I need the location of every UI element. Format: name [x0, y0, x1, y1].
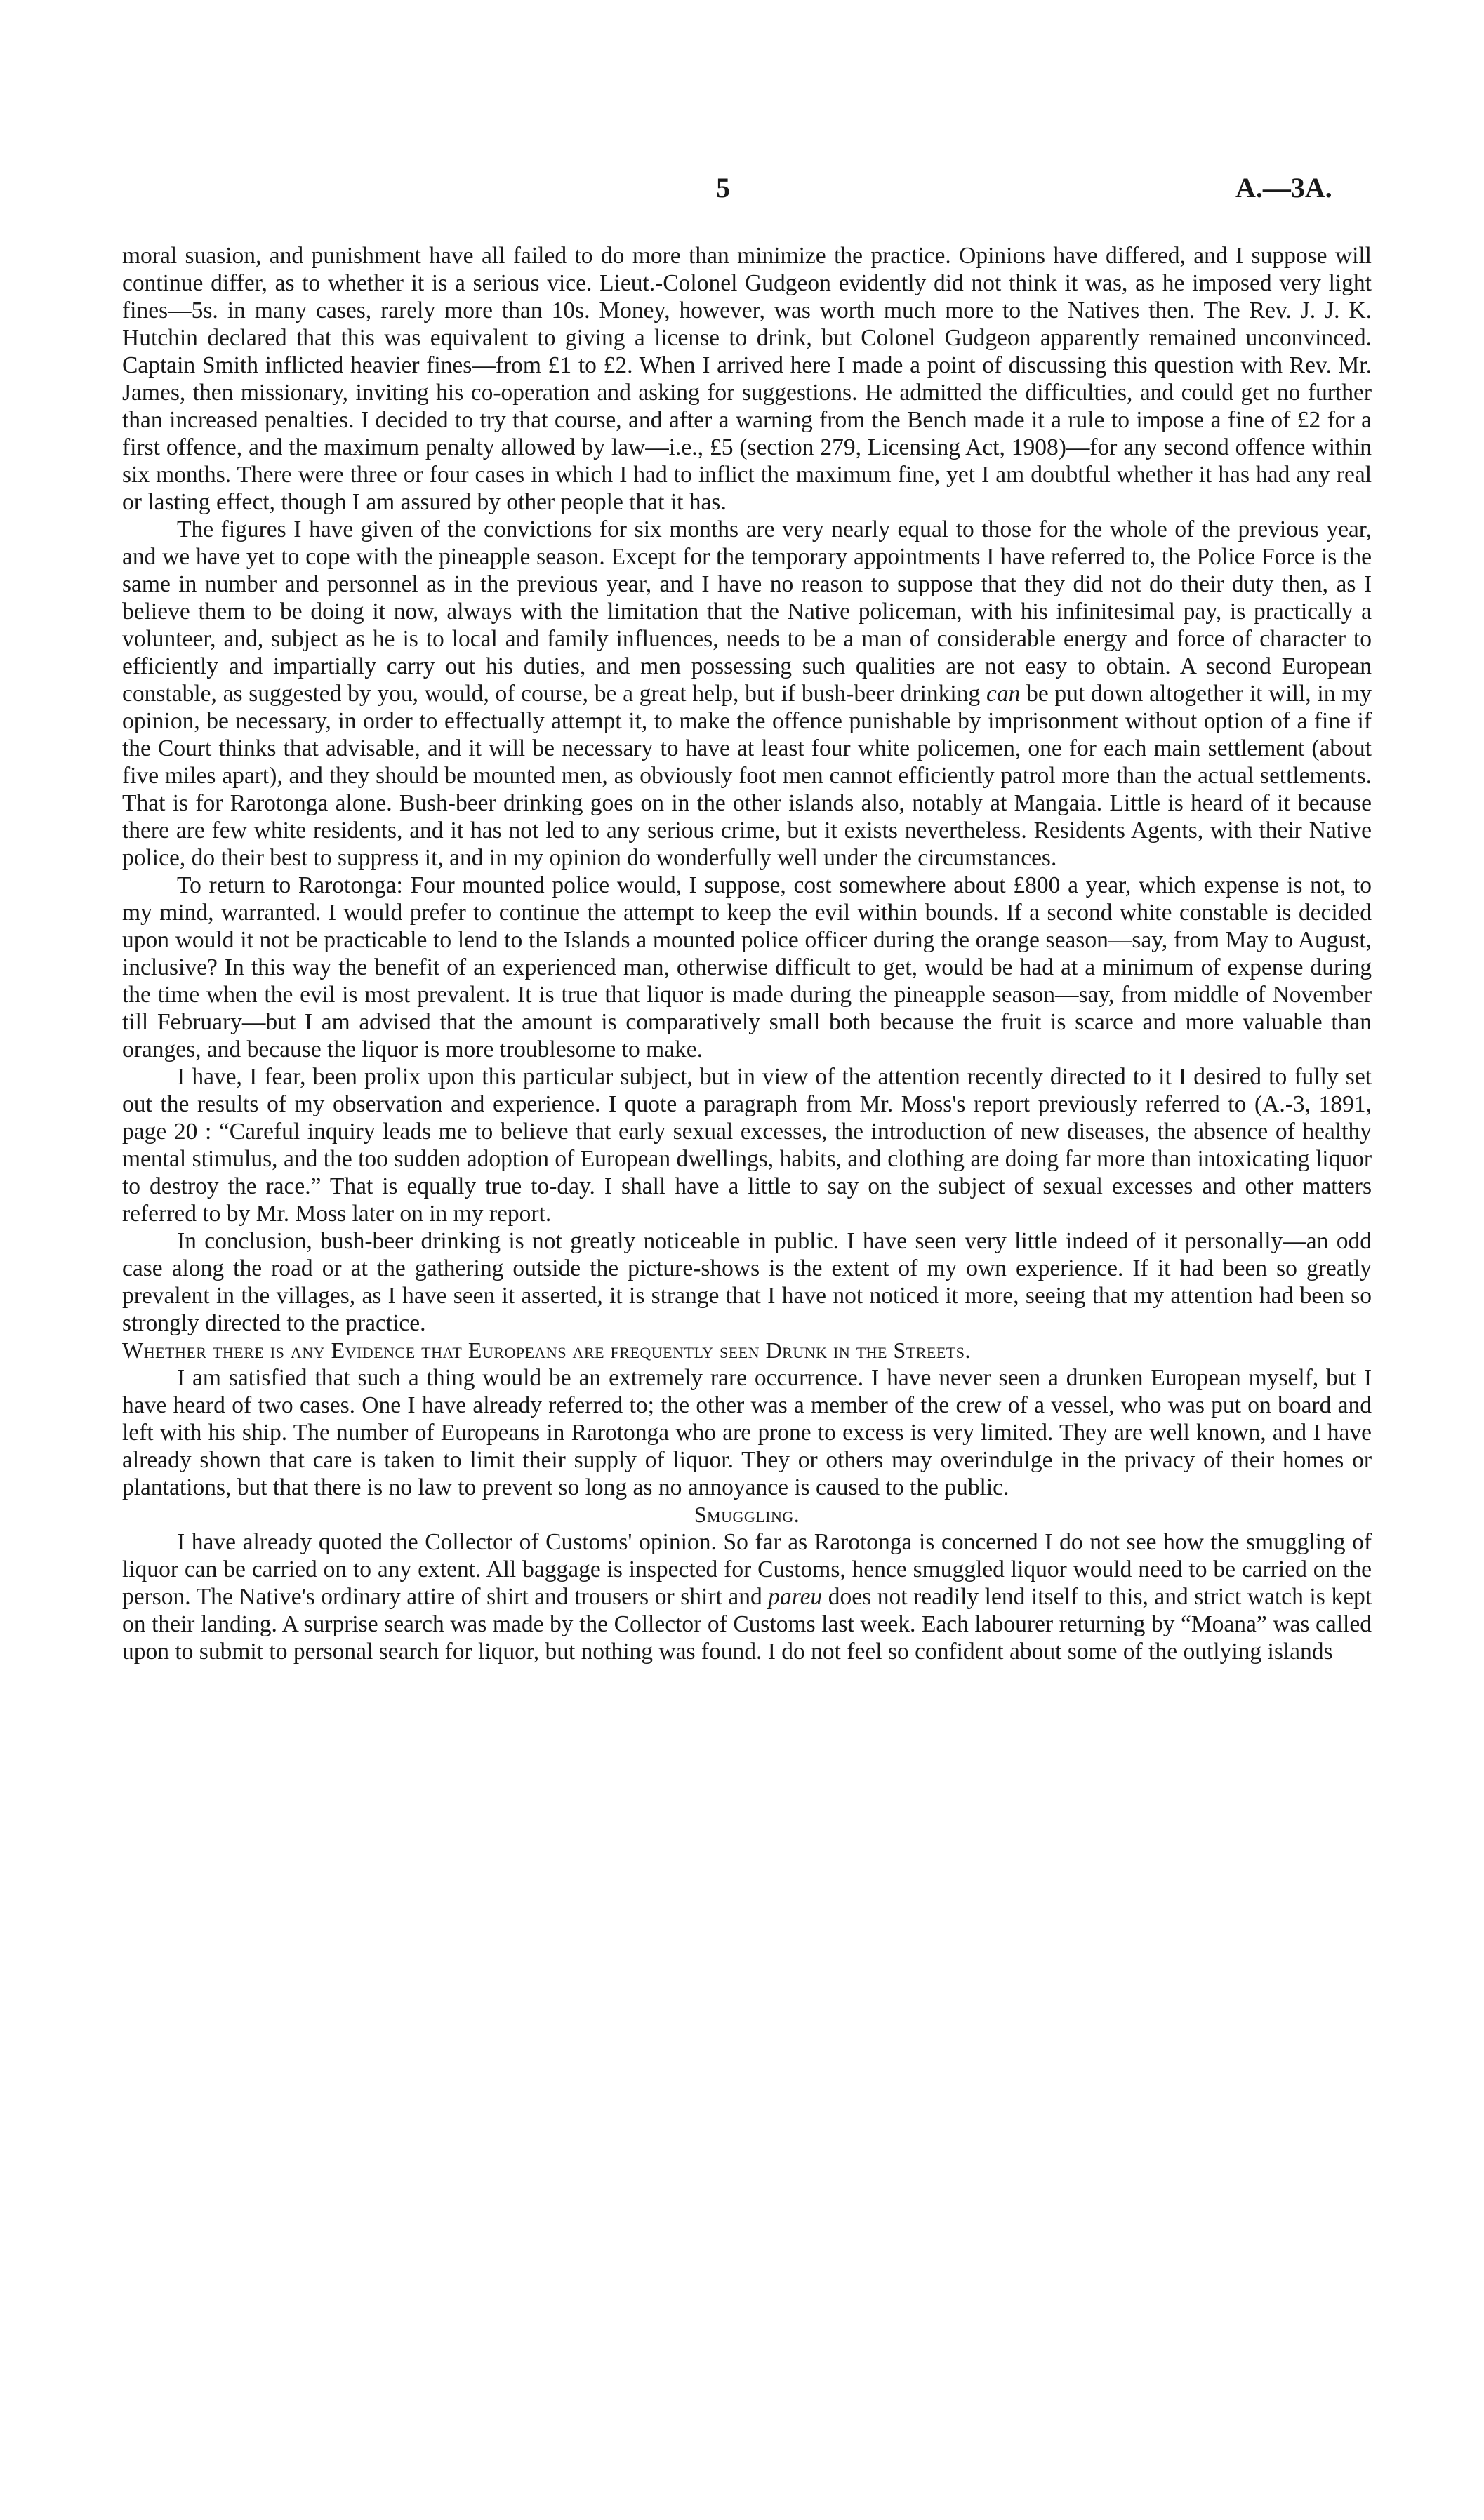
paragraph-conclusion: In conclusion, bush-beer drinking is not greatly noticeable in public. I have seen very little indeed of it personally—an odd case along the road or at the gathering outside the picture-shows is the extent of my own experience. If it had been so greatly prevalent in the villages, as I have seen it asserted, it is strange that I have not noticed it more, seeing that my attention had been so strongly directed to the practice. — [122, 1228, 1372, 1336]
document-reference: A.—3A. — [1235, 172, 1332, 204]
paragraph-text: I have already quoted the Collector of Customs' opinion. So far as Rarotonga is concerned I do not see how the smuggling of liquor can be carried on to any extent. All baggage is inspected for Customs, hence smuggled liquor would need to be carried on the person. The Native's ordinary attire of shirt and trousers or shirt and — [122, 1529, 1372, 1610]
paragraph-smuggling — [122, 1528, 1372, 1665]
paragraph-text: does not readily lend itself to this, and strict watch is kept on their landing. A surprise search was made by the Collector of Customs last week. Each labourer returning by “Moana” was called upon to submit to personal search for liquor, but nothing was found. I do not feel so confident about some of the outlying islands — [122, 1584, 1372, 1665]
emphasis-word: can — [986, 681, 1021, 707]
page-number: 5 — [716, 172, 730, 204]
paragraph-text: be put down altogether it will, in my opinion, be necessary, in order to effectually attempt it, to make the offence punishable by imprisonment without option of a fine if the Court thinks that advisable, and it will be necessary to have at least four white policemen, one for each main settlement (about five miles apart), and they should be mounted men, as obviously foot men cannot efficiently patrol more than the actual settlements. That is for Rarotonga alone. Bush-beer drinking goes on in the other islands also, notably at Mangaia. Little is heard of it because there are few white residents, and it has not led to any serious crime, but it exists nevertheless. Residents Agents, with their Native police, do their best to suppress it, and in my opinion do wonderfully well under the circumstances. — [122, 681, 1372, 871]
body-text — [122, 242, 1372, 1665]
emphasis-word: pareu — [768, 1584, 823, 1610]
paragraph-drunken-europeans: I am satisfied that such a thing would be an extremely rare occurrence. I have never seen a drunken European myself, but I have heard of two cases. One I have already referred to; the other was a member of the crew of a vessel, who was put on board and left with his ship. The number of Europeans in Rarotonga who are prone to excess is very limited. They are well known, and I have already shown that care is taken to limit their supply of liquor. They or others may overindulge in the privacy of their homes or plantations, but that there is no law to prevent so long as no annoyance is caused to the public. — [122, 1365, 1372, 1500]
section-heading-smuggling: Smuggling. — [694, 1502, 800, 1527]
section-heading-drunkenness: Whether there is any Evidence that Europeans are frequently seen Drunk in the Streets. — [122, 1338, 971, 1363]
paragraph-moss-quote: I have, I fear, been prolix upon this particular subject, but in view of the attention recently directed to it I desired to fully set out the results of my observation and experience. I quote a paragraph from Mr. Moss's report previously referred to (A.-3, 1891, page 20 : “Careful inquiry leads me to believe that early sexual excesses, the introduction of new diseases, the absence of healthy mental stimulus, and the too sudden adoption of European dwellings, habits, and clothing are doing far more than intoxicating liquor to destroy the race.” That is equally true to-day. I shall have a little to say on the subject of sexual excesses and other matters referred to by Mr. Moss later on in my report. — [122, 1064, 1372, 1227]
paragraph-moral-suasion: moral suasion, and punishment have all failed to do more than minimize the practice. Opinions have differed, and I suppose will continue differ, as to whether it is a serious vice. Lieut.-Colonel Gudgeon evidently did not think it was, as he imposed very light fines—5s. in many cases, rarely more than 10s. Money, however, was worth much more to the Natives then. The Rev. J. J. K. Hutchin declared that this was equivalent to giving a license to drink, but Colonel Gudgeon apparently remained unconvinced. Captain Smith inflicted heavier fines—from £1 to £2. When I arrived here I made a point of discussing this question with Rev. Mr. James, then missionary, inviting his co-operation and asking for suggestions. He admitted the difficulties, and could get no further than increased penalties. I decided to try that course, and after a warning from the Bench made it a rule to impose a fine of £2 for a first offence, and the maximum penalty allowed by law—i.e., £5 (section 279, Licensing Act, 1908)—for any second offence within six months. There were three or four cases in which I had to inflict the maximum fine, yet I am doubtful whether it has had any real or lasting effect, though I am assured by other people that it has. — [122, 243, 1372, 515]
paragraph-text: The figures I have given of the convictions for six months are very nearly equal to those for the whole of the previous year, and we have yet to cope with the pineapple season. Except for the temporary appointments I have referred to, the Police Force is the same in number and personnel as in the previous year, and I have no reason to suppose that they did not do their duty then, as I believe them to be doing it now, always with the limitation that the Native policeman, with his infinitesimal pay, is practically a volunteer, and, subject as he is to local and family influences, needs to be a man of considerable energy and force of character to efficiently and impartially carry out his duties, and men possessing such qualities are not easy to obtain. A second European constable, as suggested by you, would, of course, be a great help, but if bush-beer drinking — [122, 516, 1372, 707]
paragraph-return-to-rarotonga: To return to Rarotonga: Four mounted police would, I suppose, cost somewhere about £800 a year, which expense is not, to my mind, warranted. I would prefer to continue the attempt to keep the evil within bounds. If a second white constable is decided upon would it not be practicable to lend to the Islands a mounted police officer during the orange season—say, from May to August, inclusive? In this way the benefit of an experienced man, otherwise difficult to get, would be had at a minimum of expense during the time when the evil is most prevalent. It is true that liquor is made during the pineapple season—say, from middle of November till February—but I am advised that the amount is comparatively small both because the fruit is scarce and more valuable than oranges, and because the liquor is more troublesome to make. — [122, 872, 1372, 1062]
paragraph-convictions-figures — [122, 516, 1372, 872]
